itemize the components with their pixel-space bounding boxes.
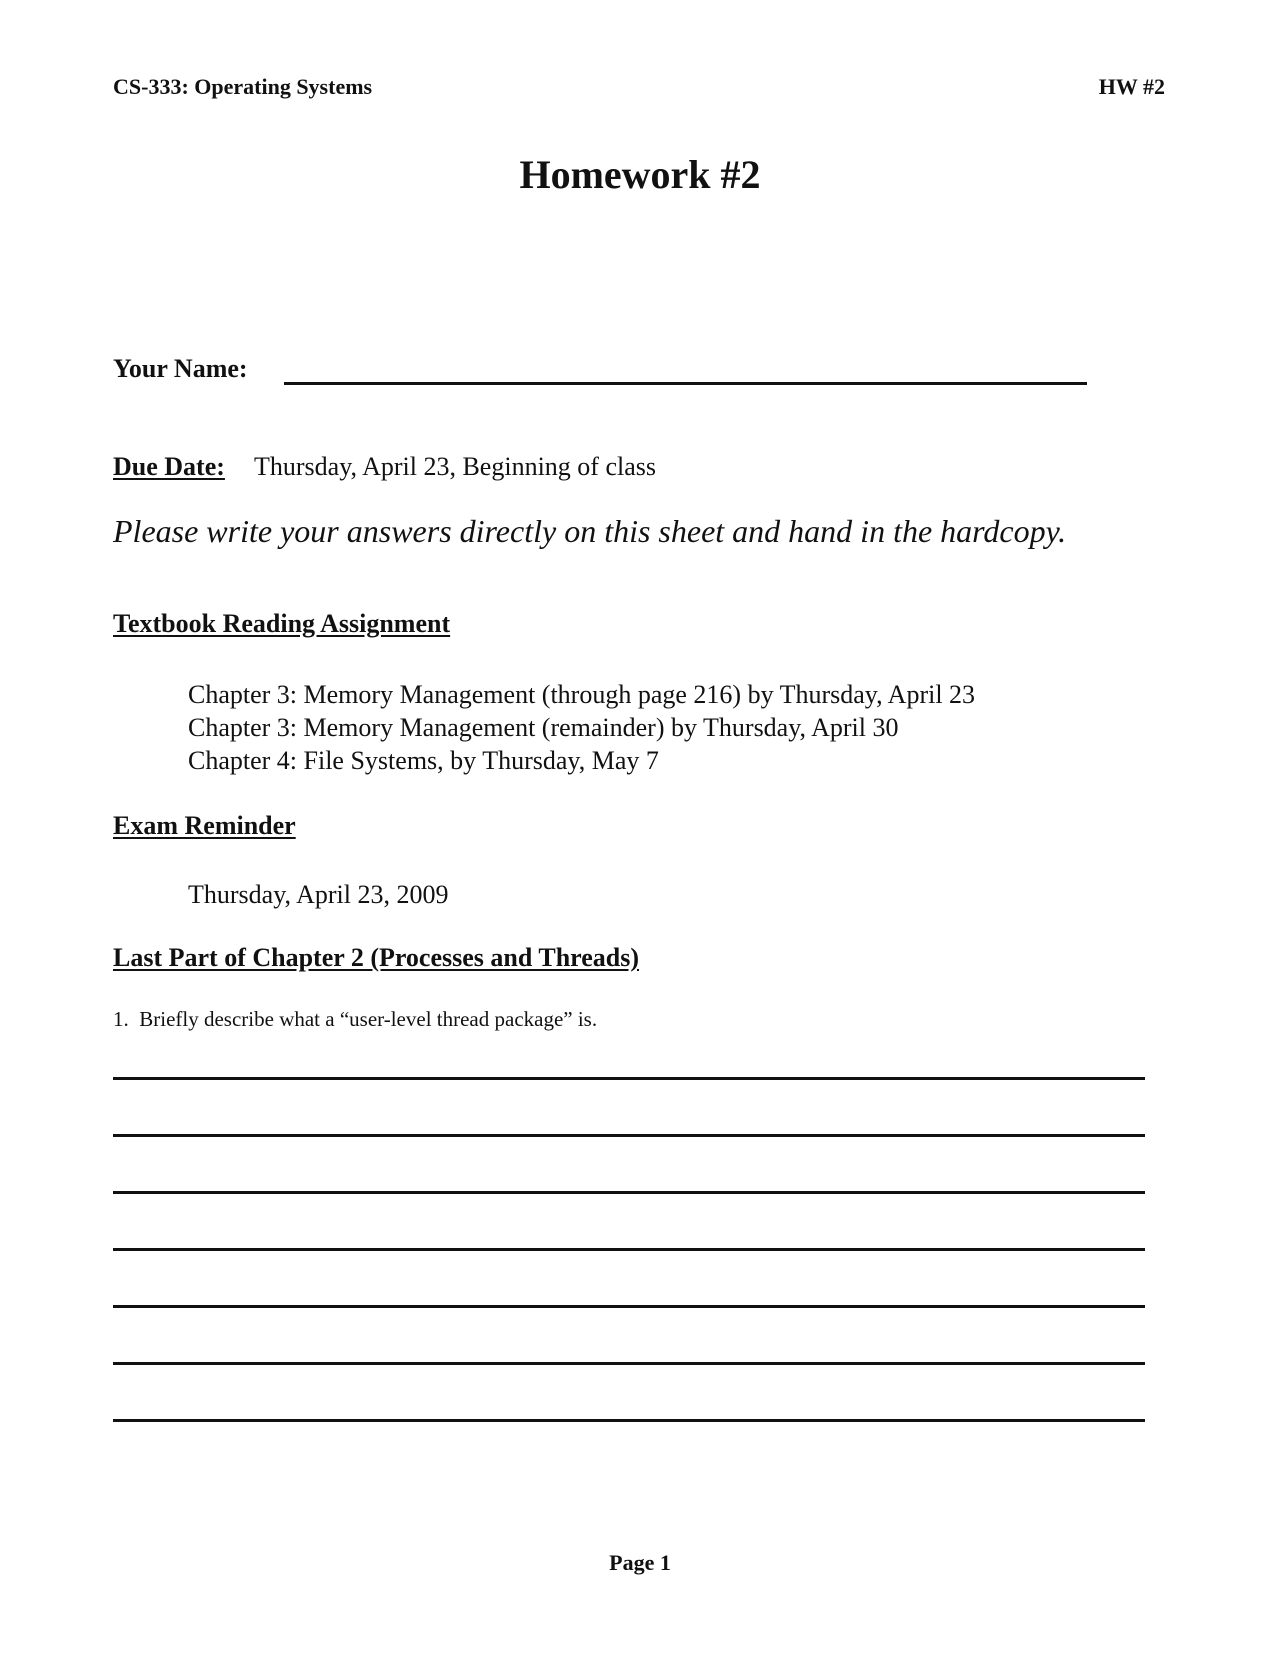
your-name-label: Your Name: (113, 354, 248, 383)
exam-date: Thursday, April 23, 2009 (188, 880, 449, 909)
answer-line[interactable] (113, 1419, 1145, 1422)
answer-line[interactable] (113, 1134, 1145, 1137)
due-date-label: Due Date: (113, 452, 225, 481)
reading-item: Chapter 3: Memory Management (remainder) by Thursday, April 30 (188, 713, 899, 742)
your-name-blank-line[interactable] (284, 382, 1087, 385)
course-header: CS-333: Operating Systems (113, 74, 373, 99)
question-text: Briefly describe what a “user-level thread package” is. (139, 1007, 598, 1031)
question-number: 1. (113, 1007, 129, 1031)
exam-reminder-heading: Exam Reminder (113, 811, 296, 840)
answer-line[interactable] (113, 1077, 1145, 1080)
reading-assignment-heading: Textbook Reading Assignment (113, 609, 451, 638)
chapter2-heading: Last Part of Chapter 2 (Processes and Threads) (113, 943, 640, 972)
answer-line[interactable] (113, 1362, 1145, 1365)
hw-number-header: HW #2 (1098, 74, 1165, 99)
reading-item: Chapter 4: File Systems, by Thursday, May 7 (188, 746, 659, 775)
question-1 (113, 1007, 597, 1032)
due-date-value: Thursday, April 23, Beginning of class (254, 452, 656, 481)
answer-line[interactable] (113, 1191, 1145, 1194)
answer-line[interactable] (113, 1248, 1145, 1251)
page-title: Homework #2 (519, 152, 761, 197)
reading-assignment-list (188, 678, 975, 777)
instruction-text: Please write your answers directly on this sheet and hand in the hardcopy. (113, 513, 1067, 549)
page-number: Page 1 (609, 1550, 671, 1575)
answer-line[interactable] (113, 1305, 1145, 1308)
reading-item: Chapter 3: Memory Management (through page 216) by Thursday, April 23 (188, 680, 976, 709)
